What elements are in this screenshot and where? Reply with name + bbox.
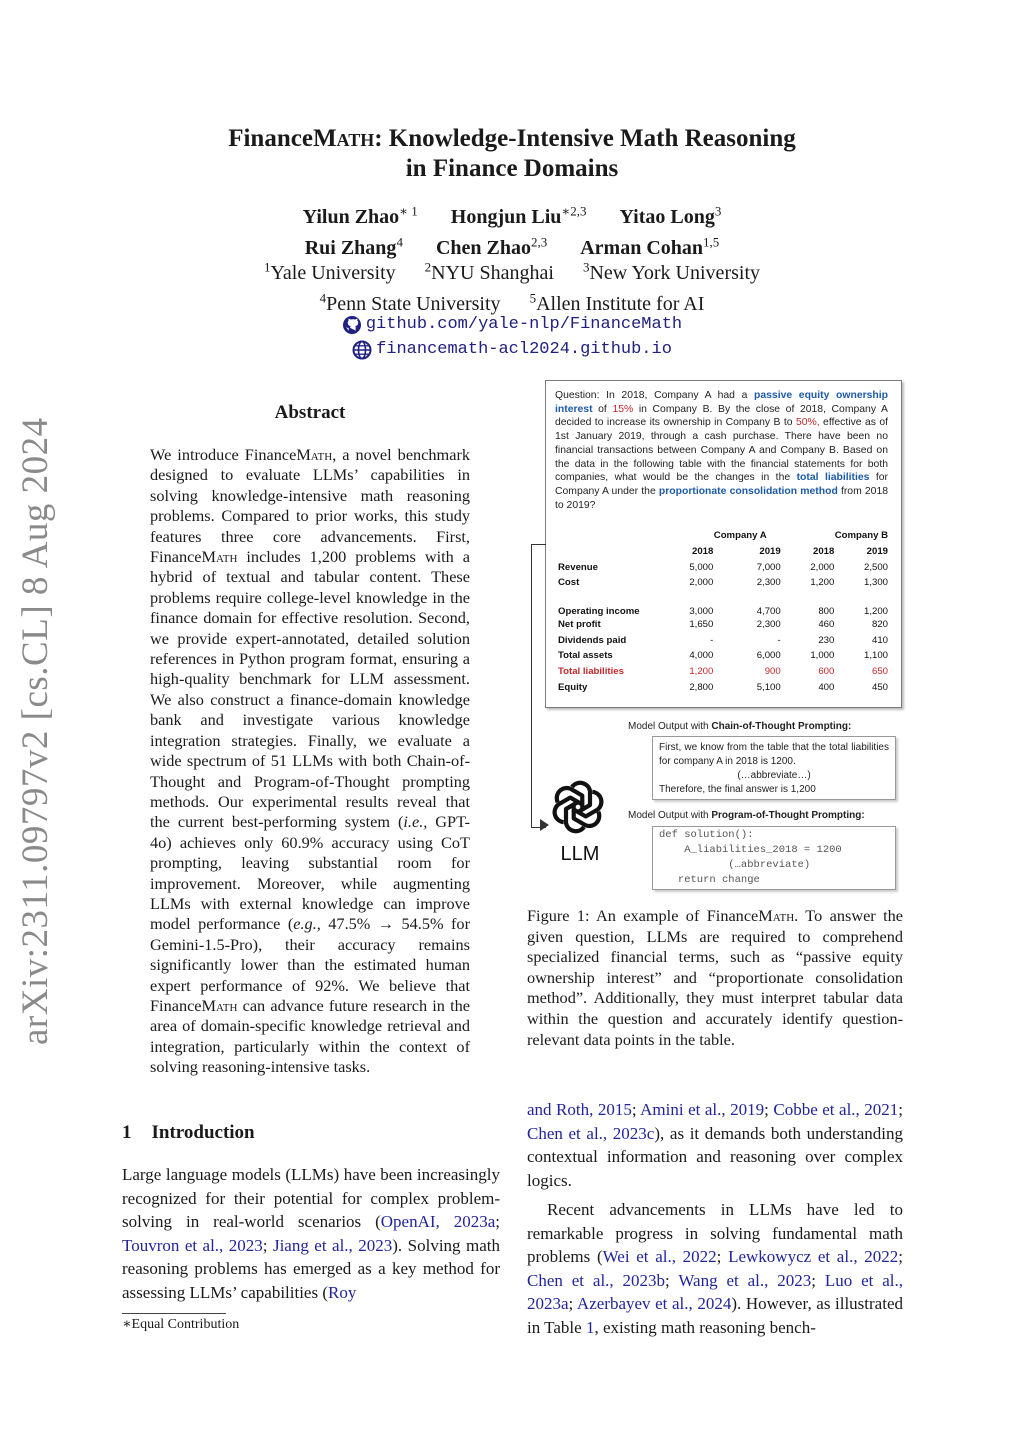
github-link[interactable]: github.com/yale-nlp/FinanceMath [120, 312, 904, 337]
citation-link[interactable]: Azerbayev et al., 2024 [576, 1294, 732, 1313]
paragraph: and Roth, 2015; Amini et al., 2019; Cobbe et al., 2021; Chen et al., 2023c), as it demands both understanding contextual information and reasoning over complex logics. [527, 1100, 904, 1190]
table-header-company-b: Company B [834, 530, 888, 542]
citation-link[interactable]: Chen et al., 2023b [527, 1270, 666, 1290]
author: Hongjun Liu$^{∗2,3}$ [450, 203, 587, 228]
figure-connector-bracket [531, 544, 546, 828]
arxiv-stamp: arXiv:2311.09797v2 [cs.CL] 8 Aug 2024 [15, 417, 56, 1045]
citation-link[interactable]: Roy [328, 1282, 357, 1302]
affiliation: $^4$Penn State University [319, 290, 501, 316]
section-heading-introduction: 1 Introduction [122, 1122, 255, 1143]
citation-link[interactable]: Lewkowycz et al., 2022 [728, 1247, 899, 1266]
affiliation-list [120, 254, 904, 317]
financial-table [558, 528, 888, 695]
table-header-year: 2019 [866, 546, 888, 558]
table-header-year: 2019 [759, 546, 781, 558]
affiliation: $^3$New York University [582, 259, 760, 284]
table-row: Cost 2,000 2,300 1,200 1,300 [558, 577, 888, 589]
figure-question-panel [545, 380, 902, 708]
project-links [120, 312, 904, 362]
right-column-text [527, 1098, 903, 1339]
pot-output-label: Model Output with Program-of-Thought Prompting: [628, 810, 865, 821]
cot-output-box: First, we know from the table that the total liabilities for company A in 2018 is 1200. (…abbreviate…) Therefore, the final answer is 1,200 [652, 736, 896, 800]
openai-logo-icon [546, 775, 610, 839]
citation-link[interactable]: and Roth, 2015 [527, 1100, 632, 1119]
table-header-year: 2018 [813, 546, 835, 558]
affiliation: $^2$NYU Shanghai [424, 259, 554, 284]
citation-link[interactable]: Luo et al., 2023a [527, 1270, 904, 1313]
paper-title: FinanceMath: Knowledge-Intensive Math Reasoning in Finance Domains [228, 125, 796, 182]
table-header-company-a: Company A [713, 530, 767, 542]
citation-link[interactable]: OpenAI, 2023a [380, 1212, 496, 1231]
author: Rui Zhang$^4$ [304, 234, 403, 260]
author: Arman Cohan$^{1,5}$ [580, 234, 720, 260]
abstract-text: We introduce FinanceMath, a novel benchmark designed to evaluate LLMs’ capabilities in solving knowledge-intensive math reasoning problems. Compared to prior works, this study features three core advancements. First, FinanceMath includes 1,200 problems with a hybrid of textual and tabular content. These problems require college-level knowledge in the finance domain for effective resolution. Second, we provide expert-annotated, detailed solution references in Python program format, ensuring a high-quality benchmark for LLM assessment. We also construct a finance-domain knowledge bank and investigate various knowledge integration strategies. Finally, we evaluate a wide spectrum of 51 LLMs with both Chain-of-Thought and Program-of-Thought prompting methods. Our experimental results reveal that the current best-performing system (i.e., GPT-4o) achieves only 60.9% accuracy using CoT prompting, leaving substantial room for improvement. Moreover, while augmenting LLMs with external knowledge can improve model performance (e.g., 47.5% → 54.5% for Gemini-1.5-Pro), their accuracy remains significantly lower than the estimated human expert performance of 92%. We believe that FinanceMath can advance future research in the area of domain-specific knowledge retrieval and integration, particularly within the context of solving reasoning-intensive tasks. [150, 445, 471, 1077]
abstract-heading: Abstract [274, 402, 346, 423]
table-row: Net profit 1,650 2,300 460 820 [558, 619, 888, 631]
figure-caption: Figure 1: An example of FinanceMath. To answer the given question, LLMs are required to comprehend specialized financial terms, such as “passive equity ownership interest” and “proportionate consolidation method”. Additionally, they must interpret tabular data within the question and accurately identify question-relevant data points in the table. [527, 906, 903, 1049]
table-row-highlighted: Total liabilities 1,200 900 600 650 [558, 666, 888, 678]
author-list [120, 198, 904, 261]
affiliation: $^5$Allen Institute for AI [529, 290, 705, 316]
author: Yilun Zhao$^{∗ 1}$ [302, 203, 418, 228]
footnote: ∗Equal Contribution [122, 1317, 240, 1332]
citation-link[interactable]: Jiang et al., 2023 [272, 1235, 393, 1255]
table-row: Total assets 4,000 6,000 1,000 1,100 [558, 650, 888, 662]
globe-icon [352, 340, 372, 360]
table-row: Operating income 3,000 4,700 800 1,200 [558, 605, 888, 617]
table-row: Equity 2,800 5,100 400 450 [558, 681, 888, 693]
footnote-divider [122, 1313, 226, 1314]
author: Yitao Long$^3$ [619, 203, 722, 228]
author: Chen Zhao$^{2,3}$ [435, 234, 548, 260]
llm-label: LLM [560, 843, 600, 865]
citation-link[interactable]: Touvron et al., 2023 [122, 1235, 263, 1255]
table-row: Dividends paid - - 230 410 [558, 634, 888, 646]
citation-link[interactable]: Wang et al., 2023 [678, 1270, 812, 1290]
table-header-year: 2018 [692, 546, 714, 558]
paragraph: Recent advancements in LLMs have led to remarkable progress in solving fundamental math problems (Wei et al., 2022; Lewkowycz et al., 2022; Chen et al., 2023b; Wang et al., 2023; Luo et al., 2023a; Azerbayev et al., 2024). However, as illustrated in Table 1, existing math reasoning bench- [527, 1200, 904, 1337]
cot-output-label: Model Output with Chain-of-Thought Prompting: [628, 721, 852, 732]
citation-link[interactable]: Chen et al., 2023c [527, 1123, 655, 1143]
citation-link[interactable]: Wei et al., 2022 [602, 1247, 717, 1266]
website-link[interactable]: financemath-acl2024.github.io [120, 337, 904, 362]
citation-link[interactable]: Cobbe et al., 2021 [773, 1100, 899, 1119]
table-row: Revenue 5,000 7,000 2,000 2,500 [558, 561, 888, 573]
table-reference-link[interactable]: 1 [585, 1317, 595, 1337]
citation-link[interactable]: Amini et al., 2019 [640, 1100, 765, 1119]
github-icon [342, 315, 362, 335]
intro-paragraph: Large language models (LLMs) have been increasingly recognized for their potential for complex problem-solving in real-world scenarios (OpenAI, 2023a; Touvron et al., 2023; Jiang et al., 2023). Solving math reasoning problems has emerged as a key method for assessing LLMs’ capabilities (Roy [122, 1165, 500, 1302]
pot-code-box: def solution(): A_liabilities_2018 = 1200 (…abbreviate) return change [652, 826, 896, 890]
affiliation: $^1$Yale University [263, 259, 396, 284]
figure-question-text: Question: In 2018, Company A had a passive equity ownership interest of 15% in Company B. By the close of 2018, Company A decided to increase its ownership in Company B to 50%, effective as of 1st January 2019, through a cash purchase. There have been no financial transactions between Company A and Company B. Based on the data in the following table with the financial statements for both companies, what would be the changes in the total liabilities for Company A under the proportionate consolidation method from 2018 to 2019? [555, 390, 889, 511]
